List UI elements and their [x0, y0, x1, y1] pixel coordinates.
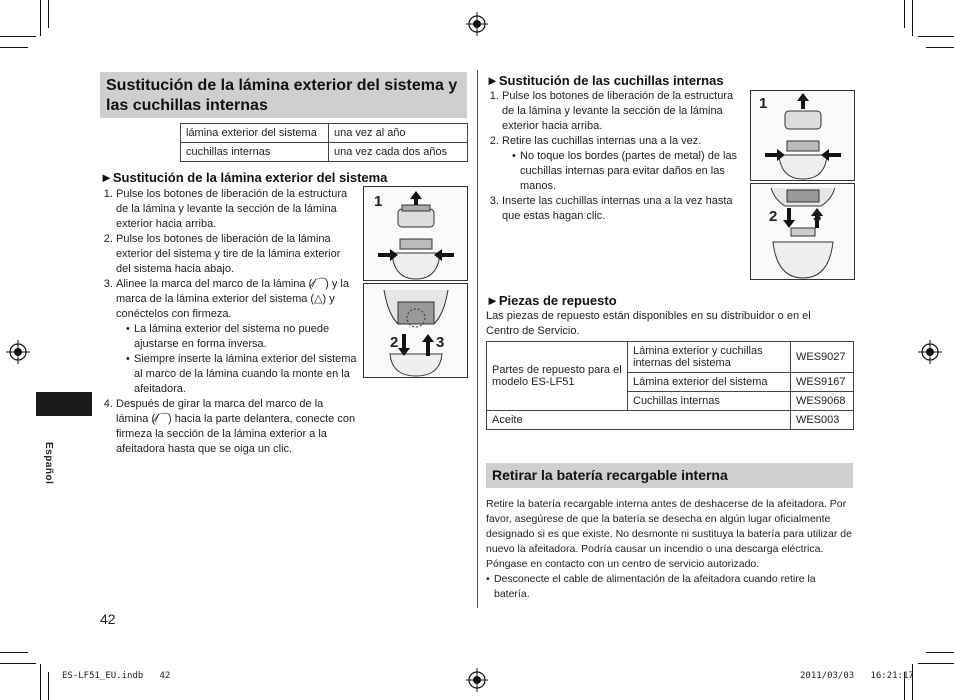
table-cell: WES9068	[791, 392, 854, 411]
bullet-item: • Siempre inserte la lámina exterior del sistema al marco de la lámina cuando la monte en la afeitadora.	[126, 352, 358, 397]
parts-table	[486, 341, 854, 430]
table-cell: Aceite	[487, 411, 791, 430]
triangle-bullet-icon: ►	[486, 293, 499, 308]
figure-step-label: 2	[390, 334, 399, 351]
table-cell: Lámina exterior y cuchillas internas del sistema	[628, 342, 791, 373]
table-row	[181, 143, 468, 162]
blades-removal-illustration	[750, 90, 855, 181]
battery-title: Retirar la batería recargable interna	[492, 467, 728, 483]
table-row	[181, 124, 468, 143]
bullet-list	[486, 572, 854, 602]
bullet-item: • No toque los bordes (partes de metal) de las cuchillas internas para evitar daños en las manos.	[512, 149, 744, 194]
section-title-band	[100, 72, 467, 118]
steps-list	[486, 89, 744, 224]
triangle-bullet-icon: ►	[100, 170, 113, 185]
shaver-icon	[364, 284, 467, 377]
table-cell: cuchillas internas	[181, 143, 329, 162]
parts-heading: ►Piezas de repuesto	[486, 293, 617, 308]
bullet-item: • La lámina exterior del sistema no puede ajustarse en forma inversa.	[126, 322, 358, 352]
figure-step-label: 2	[769, 208, 778, 225]
registration-mark-icon	[918, 340, 942, 364]
language-tab	[36, 392, 92, 416]
figure-step-label: 3	[813, 208, 822, 225]
table-cell: WES003	[791, 411, 854, 430]
step-item: 1. Pulse los botones de liberación de la estructura de la lámina y levante la sección de la lámina exterior hacia arriba.	[502, 89, 744, 134]
foil-steps	[100, 187, 358, 457]
table-cell: WES9027	[791, 342, 854, 373]
step-item: 1. Pulse los botones de liberación de la estructura de la lámina y levante la sección de la lámina exterior hacia arriba.	[116, 187, 358, 232]
table-cell: Partes de repuesto para el modelo ES-LF51	[487, 342, 628, 411]
parts-intro: Las piezas de repuesto están disponibles en su distribuidor o en el Centro de Servicio.	[486, 310, 811, 337]
registration-mark-icon	[6, 340, 30, 364]
triangle-bullet-icon: ►	[486, 73, 499, 88]
bullet-list	[116, 322, 358, 397]
interval-table	[180, 123, 468, 162]
table-cell: lámina exterior del sistema	[181, 124, 329, 143]
bullet-item: • Desconecte el cable de alimentación de la afeitadora cuando retire la batería.	[486, 572, 854, 602]
battery-title-band	[486, 463, 853, 488]
battery-text: Retire la batería recargable interna antes de deshacerse de la afeitadora. Por favor, asegúrese de que la batería se desecha en algún lugar oficialmente designado si es que existe. No desmonte ni sustituya la batería para utilizar de nuevo la afeitadora. Podría causar un incendio o una descarga eléctrica. Póngase en contacto con un centro de servicio autorizado.	[486, 498, 852, 570]
foil-insert-illustration	[363, 283, 468, 378]
bullet-list	[502, 149, 744, 194]
column-divider	[477, 70, 478, 608]
battery-bullet	[486, 572, 854, 602]
blades-heading: ►Sustitución de las cuchillas internas	[486, 73, 724, 88]
blades-steps	[486, 89, 744, 224]
figure-step-label: 3	[436, 334, 445, 351]
step-item: 3. Inserte las cuchillas internas una a la vez hasta que estas hagan clic.	[502, 194, 744, 224]
section-title: Sustitución de la lámina exterior del sistema y las cuchillas internas	[106, 77, 458, 114]
figure-step-label: 1	[759, 95, 768, 112]
figure-step-label: 1	[374, 193, 383, 210]
table-cell: Lámina exterior del sistema	[628, 373, 791, 392]
table-row	[487, 342, 854, 373]
step-item: 2. Pulse los botones de liberación de la lámina exterior del sistema y tire de la lámina exterior del sistema hacia abajo.	[116, 232, 358, 277]
foil-removal-illustration	[363, 186, 468, 281]
registration-mark-icon	[466, 668, 488, 692]
registration-mark-icon	[466, 12, 488, 36]
language-label: Español	[43, 442, 54, 485]
blades-insert-illustration	[750, 183, 855, 280]
triangle-mark-icon: △	[314, 293, 323, 305]
foil-mark-icon: ⁄̸⌒	[155, 413, 168, 425]
file-name: ES-LF51_EU.indb 42	[62, 671, 171, 681]
foil-mark-icon: ⁄̸⌒	[312, 278, 326, 290]
step-item: 2. Retire las cuchillas internas una a la vez. • No toque los bordes (partes de metal) de las cuchillas internas para evitar daños en las manos.	[502, 134, 744, 194]
step-item: 4. Después de girar la marca del marco de la lámina (⁄̸⌒) hacia la parte delantera, conecte con firmeza la sección de la lámina exterior a la afeitadora hasta que se oiga un clic.	[116, 397, 358, 457]
table-cell: Cuchillas internas	[628, 392, 791, 411]
table-cell: una vez al año	[329, 124, 468, 143]
page-number: 42	[100, 611, 116, 627]
foil-heading: ►Sustitución de la lámina exterior del sistema	[100, 170, 388, 185]
table-row	[487, 411, 854, 430]
table-cell: una vez cada dos años	[329, 143, 468, 162]
step-item: 3. Alinee la marca del marco de la lámina (⁄̸⌒) y la marca de la lámina exterior del sistema (△) y conéctelos con firmeza. • La lámina exterior del sistema no puede ajustarse en forma inversa. • Siempre inserte la lámina exterior del sistema al marco de la lámina cuando la monte en la afeitadora.	[116, 277, 358, 397]
table-cell: WES9167	[791, 373, 854, 392]
shaver-icon	[751, 184, 854, 279]
timestamp: 2011/03/03 16:21:17	[800, 671, 914, 681]
steps-list	[100, 187, 358, 457]
